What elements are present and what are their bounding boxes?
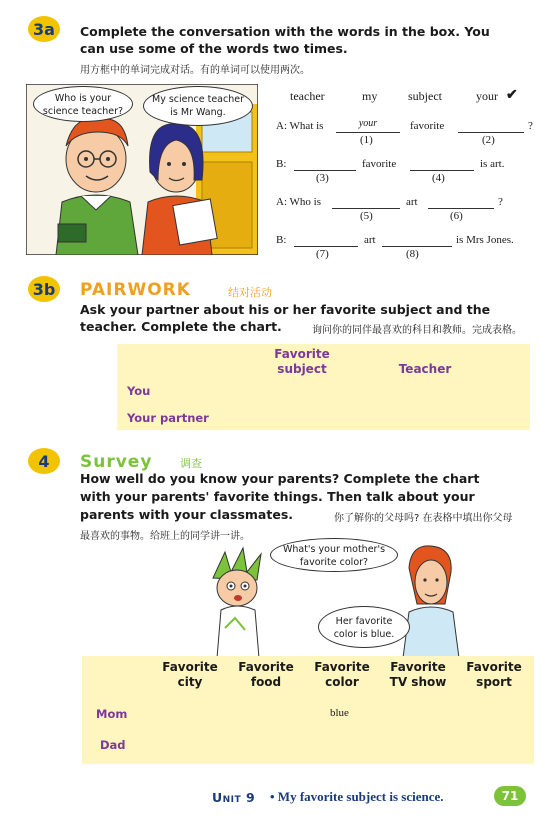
3b-instruction-line1: Ask your partner about his or her favorite subject and the: [80, 302, 491, 317]
line4-prefix: B:: [276, 234, 287, 246]
line2-num2: (4): [432, 172, 445, 184]
chart-header-favorite-subject: [257, 347, 347, 377]
survey-header-sport-line1: Favorite: [466, 660, 522, 674]
section-4-badge: 4: [28, 448, 60, 474]
3b-instruction-cn: 询问你的同伴最喜欢的科目和教师。完成表格。: [312, 325, 522, 336]
line2-blank2[interactable]: [410, 156, 474, 171]
bubble-question-line2: favorite color?: [299, 557, 369, 568]
page-number: 71: [494, 786, 526, 806]
chart-row-your-partner: Your partner: [127, 411, 209, 425]
chart-header-teacher: Teacher: [398, 362, 452, 376]
survey-header-sport: [456, 660, 532, 690]
3a-instruction-line1: Complete the conversation with the words in the box. You: [80, 24, 490, 39]
line2-num1: (3): [316, 172, 329, 184]
bubble-answer-line2: color is blue.: [333, 629, 395, 640]
bubble-answer-line1: Her favorite: [335, 616, 393, 627]
line3-blank1[interactable]: [332, 194, 400, 209]
word-your: your: [476, 89, 498, 103]
dialogue-line-3: [276, 194, 546, 228]
3a-instruction-line2: can use some of the words two times.: [80, 41, 348, 56]
line3-num1: (5): [360, 210, 373, 222]
survey-header-sport-line2: sport: [476, 675, 512, 689]
chart-header-subject-line2: subject: [277, 362, 327, 376]
line4-num1: (7): [316, 248, 329, 260]
line1-num1: (1): [360, 134, 373, 146]
dialogue-line-4: [276, 232, 546, 266]
check-mark-icon: ✔: [506, 88, 518, 103]
bubble-left-line1: Who is your: [54, 93, 112, 104]
survey-header-tvshow-line1: Favorite: [390, 660, 446, 674]
line1-prefix: A: What is: [276, 120, 324, 132]
pairwork-title-cn: 结对活动: [228, 286, 272, 299]
survey-header-food-line1: Favorite: [238, 660, 294, 674]
chart-row-you: You: [127, 384, 151, 398]
line3-num2: (6): [450, 210, 463, 222]
line4-blank1[interactable]: [294, 232, 358, 247]
word-my: my: [362, 89, 378, 103]
survey-header-city: [152, 660, 228, 690]
line4-mid: art: [364, 234, 376, 246]
line4-num2: (8): [406, 248, 419, 260]
survey-header-color: [304, 660, 380, 690]
line3-blank2[interactable]: [428, 194, 494, 209]
survey-title-cn: 调查: [180, 457, 202, 470]
chart-header-subject-line1: Favorite: [274, 347, 330, 361]
4-instruction-cn2: 最喜欢的事物。给班上的同学讲一讲。: [80, 531, 250, 542]
bubble-right: [143, 86, 253, 126]
survey-header-city-line1: Favorite: [162, 660, 218, 674]
footer-title: • My favorite subject is science.: [270, 789, 444, 804]
4-instruction-line1: How well do you know your parents? Complete the chart: [80, 471, 480, 486]
bubble-left: [33, 86, 133, 122]
survey-header-color-line1: Favorite: [314, 660, 370, 674]
bubble-question: [270, 538, 398, 572]
line1-blank1[interactable]: your: [336, 118, 400, 133]
bubble-right-line2: is Mr Wang.: [170, 107, 226, 118]
survey-header-tvshow-line2: TV show: [389, 675, 447, 689]
line1-mid: favorite: [410, 120, 445, 132]
survey-header-food: [228, 660, 304, 690]
survey-header-tvshow: [380, 660, 456, 690]
line4-suffix: is Mrs Jones.: [456, 234, 514, 246]
survey-row-dad: Dad: [100, 738, 126, 752]
4-instruction-line3: parents with your classmates.: [80, 507, 294, 522]
pairwork-chart: [117, 344, 530, 430]
bubble-answer: [318, 606, 410, 648]
line3-mid: art: [406, 196, 418, 208]
dialogue-line-1: [276, 118, 546, 152]
line1-num2: (2): [482, 134, 495, 146]
line1-blank2[interactable]: [458, 118, 524, 133]
line2-blank1[interactable]: [294, 156, 356, 171]
4-instruction-cn1: 你了解你的父母吗? 在表格中填出你父母: [334, 513, 513, 524]
line3-prefix: A: Who is: [276, 196, 322, 208]
survey-chart: [82, 656, 534, 764]
line1-suffix: ?: [528, 120, 533, 132]
dialogue-line-2: [276, 156, 546, 190]
3a-instruction-cn: 用方框中的单词完成对话。有的单词可以使用两次。: [80, 65, 310, 76]
bubble-question-line1: What's your mother's: [282, 544, 386, 555]
line2-suffix: is art.: [480, 158, 505, 170]
bubble-left-line2: science teacher?: [42, 106, 124, 117]
word-subject: subject: [408, 89, 442, 103]
footer-unit: Unit 9: [212, 790, 256, 805]
4-instruction-line2: with your parents' favorite things. Then talk about your: [80, 489, 475, 504]
3b-instruction-line2: teacher. Complete the chart.: [80, 319, 282, 334]
pairwork-title: PAIRWORK: [80, 280, 191, 300]
section-3a-badge: 3a: [28, 16, 60, 42]
line2-mid: favorite: [362, 158, 397, 170]
line2-prefix: B:: [276, 158, 287, 170]
survey-header-color-line2: color: [325, 675, 359, 689]
word-teacher: teacher: [290, 89, 325, 103]
line3-suffix: ?: [498, 196, 503, 208]
bubble-right-line1: My science teacher: [152, 94, 244, 105]
section-3b-badge: 3b: [28, 276, 60, 302]
line4-blank2[interactable]: [382, 232, 452, 247]
survey-header-food-line2: food: [250, 675, 282, 689]
survey-header-city-line2: city: [177, 675, 203, 689]
survey-row-mom: Mom: [96, 707, 128, 721]
survey-title: Survey: [80, 452, 153, 472]
survey-mom-color-value: blue: [330, 707, 349, 719]
